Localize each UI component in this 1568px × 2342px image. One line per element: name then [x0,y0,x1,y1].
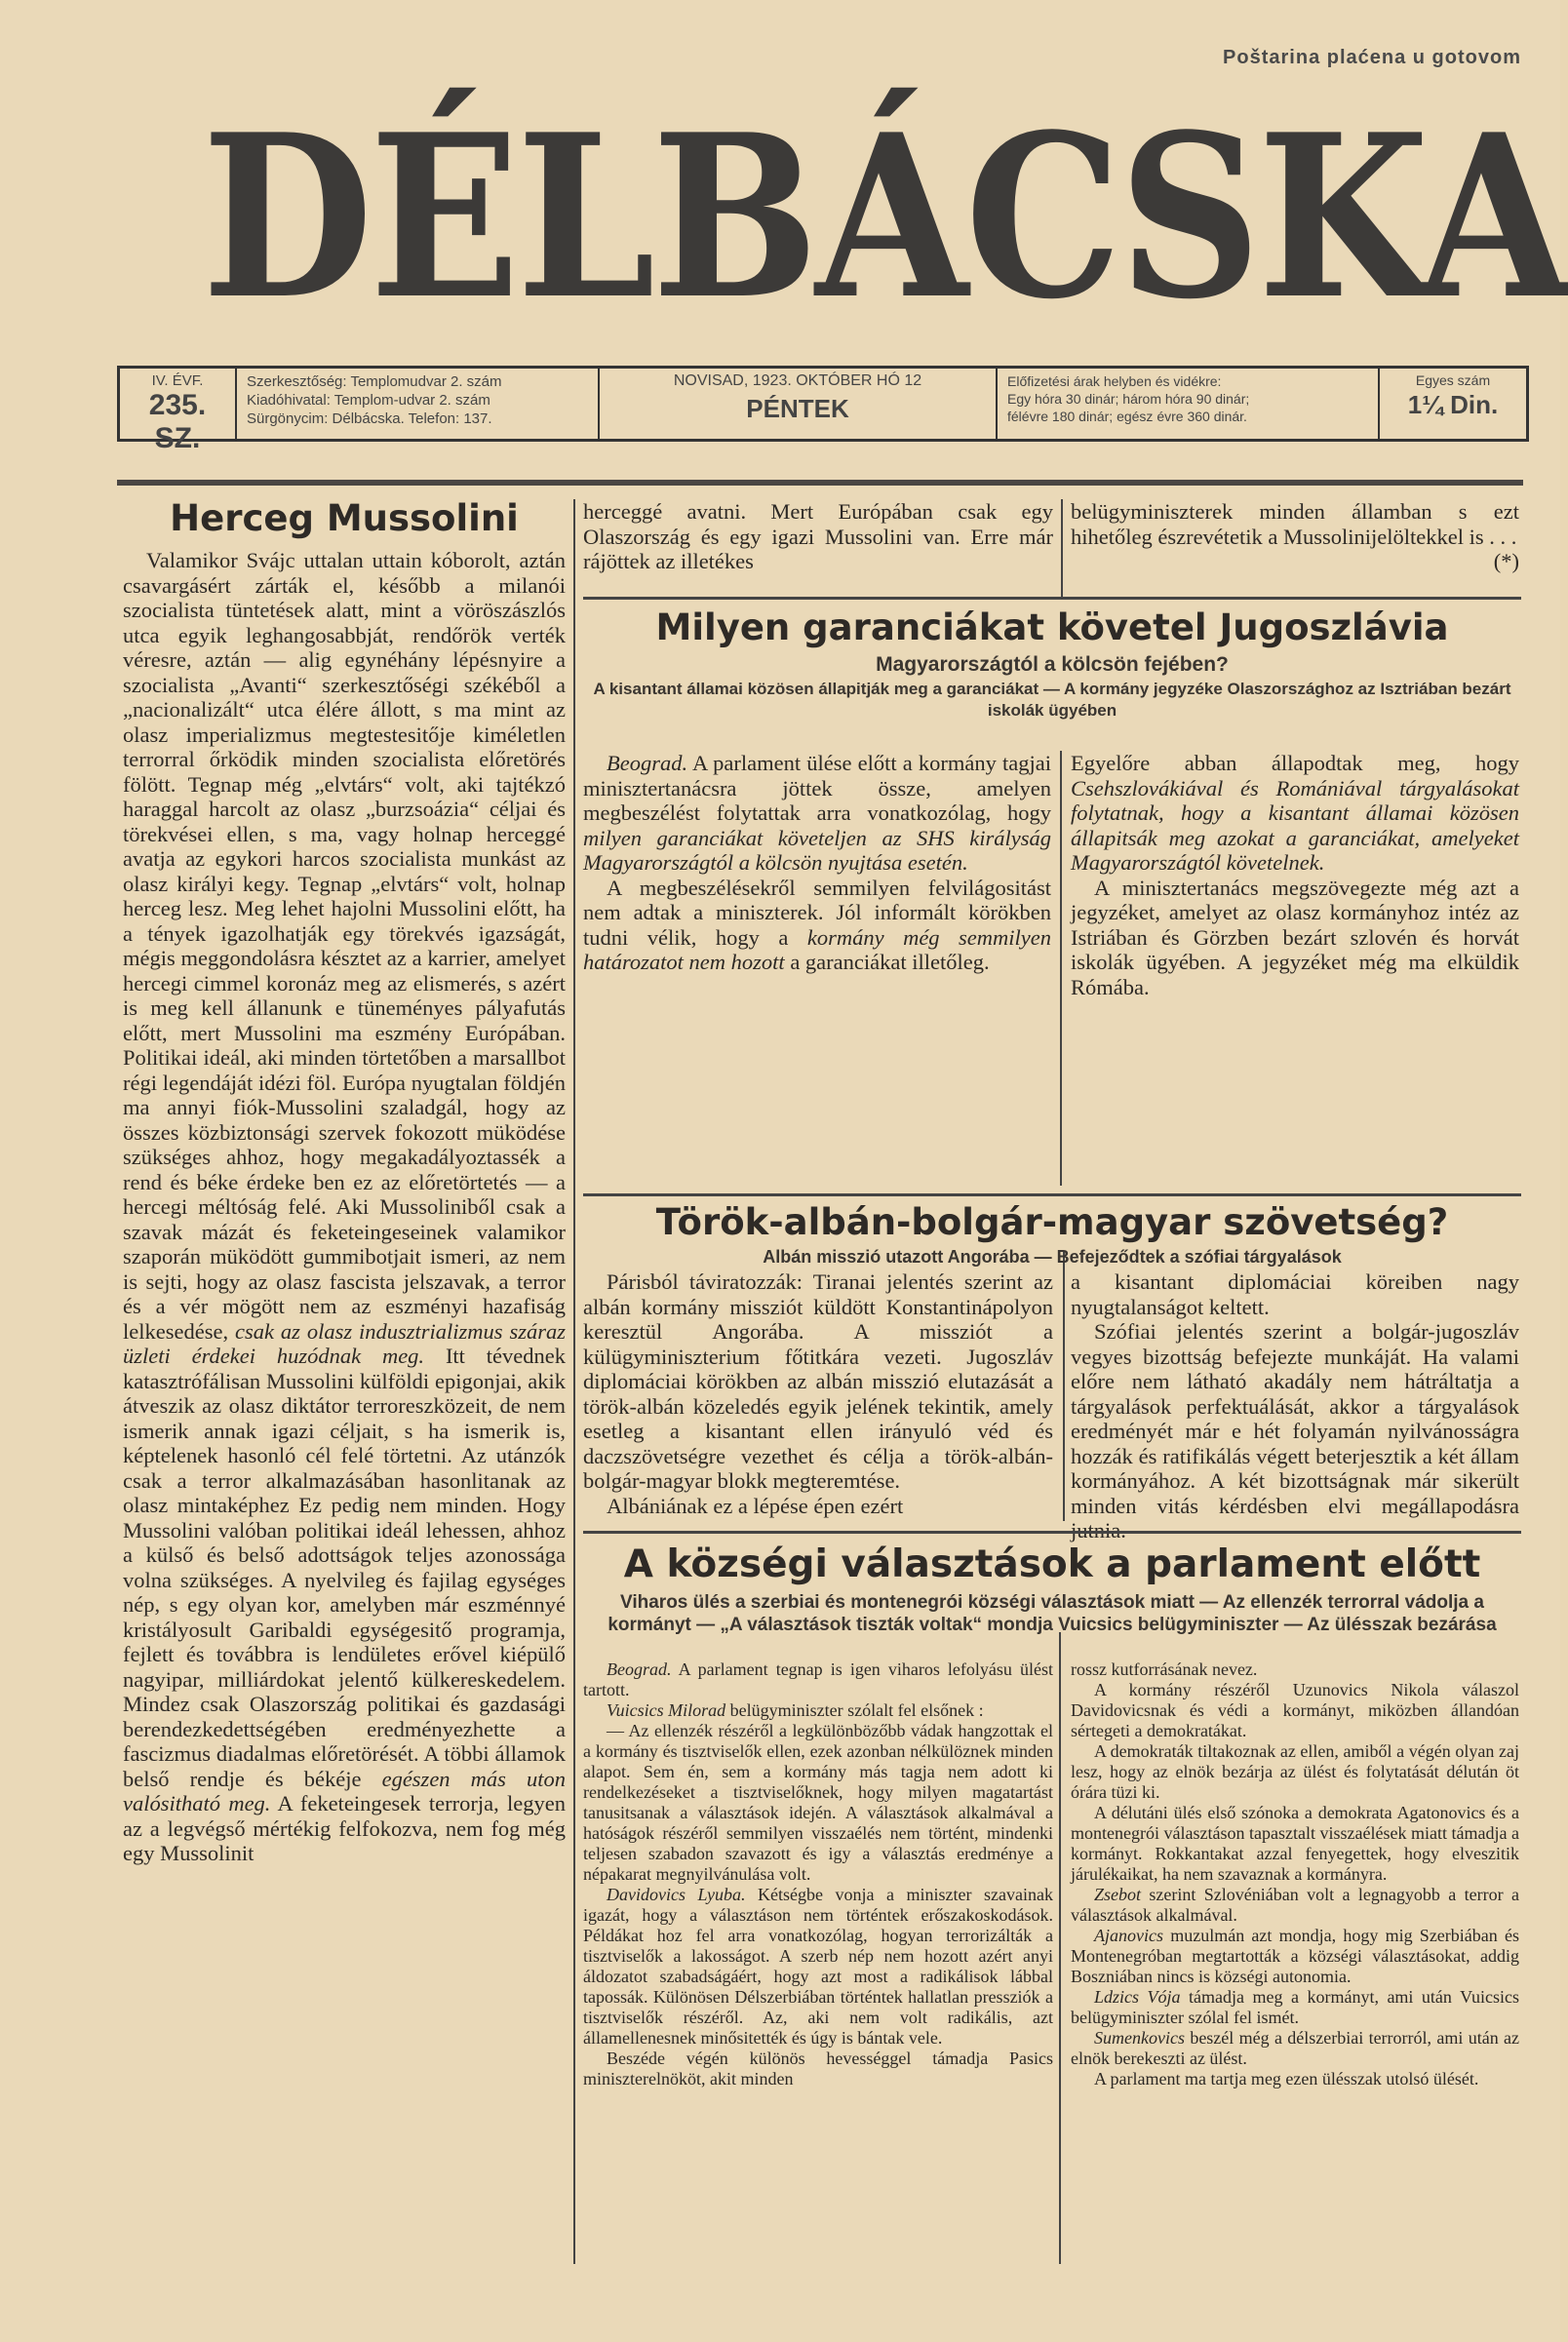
article-text: támadja meg a kormányt, ami után Vuicsics belügyminiszter szólal fel ismét. [1071,1987,1520,2027]
article-text: Albániának ez a lépése épen ezért [607,1493,904,1518]
article-text: szerint Szlovéniában volt a legnagyobb a terror a választások alkalmával. [1071,1885,1519,1925]
article-text: beszél még a délszerbiai terrorról, ami után az elnök berekeszti az ülést. [1071,2028,1520,2068]
price-box [1380,369,1526,439]
issue-weekday: PÉNTEK [746,394,849,423]
postage-note: Poštarina plaćena u gotovom [1223,47,1521,68]
subscription-box [998,369,1380,439]
masthead [117,86,1568,349]
article-text: A parlament ma tartja meg ezen ülésszak utolsó ülését. [1094,2069,1479,2088]
article-body-garancia [583,751,1051,1190]
column-divider [1059,1632,1061,2264]
subscription-line: félévre 180 dinár; egész évre 360 dinár. [1007,409,1247,424]
article-text: A parlament ülése előtt a kormány tagjai minisztertanácsra jöttek össze, amelyen megbeszélést folytattak arra vonatkozólag, hogy [583,751,1051,825]
editorial-line: Kiadóhivatal: Templom-udvar 2. szám [247,392,490,409]
speaker-name: Zsebot [1094,1885,1142,1904]
article-title-garancia: Milyen garanciákat követel Jugoszlávia [655,606,1449,648]
info-bar [117,366,1529,454]
section-rule [583,1531,1521,1534]
dateline: Beograd. [607,1659,672,1679]
single-copy-price: 1¼ Din. [1407,390,1499,419]
article-body-valasztasok-2 [1071,1659,1519,2269]
speaker-name: Ajanovics [1094,1926,1163,1945]
article-text: a garanciákat illetőleg. [790,950,990,974]
header-rule [117,480,1523,486]
article-subtitle: Magyarországtól a kölcsön fejében? [876,653,1229,676]
article-continuation [583,499,1053,592]
dateline: Beograd. [607,751,688,775]
article-text: belügyminiszterek minden államban s ezt hihetőleg észrevétetik a Mussolinijelöltekkel is . . . [1071,499,1519,549]
article-text: A feketeingesek terrorja, legyen az a legvégső mértékig felfokozva, nem fog még egy Mussolinit [123,1791,567,1865]
article-subtitle: Viharos ülés a szerbiai és montenegrói községi választások miatt — Az ellenzék terrorral vádolja a kormányt — „A választások tiszták voltak“ mondja Vuicsics belügyminiszter — Az ülésszak bezárása [608,1592,1497,1635]
article-text: A délutáni ülés első szónoka a demokrata Agatonovics és a montenegrói választáson tapasztalt visszaélések miatt támadja a kormányt. Rokkantakat azzal fenyegettek, hogy elveszitik járulékaikat, ha nem szavaznak a kormányra. [1071,1803,1519,1884]
column-divider [1061,499,1063,597]
article-body-valasztasok [583,1659,1053,2269]
article-text: — Az ellenzék részéről a legkülönbözőbb vádak hangzottak el a kormány és tisztviselők ellen, ezek azonban nélkülöznek minden alapot. Sem én, sem a kormány más tagja nem adott ki rendelkezéseket a tisztviselőknek, hogy milyen magatartást tanusitsanak a választások idején. A választások alkalmával a hatóságok részéről semmilyen visszaélés nem történt, mindenki teljesen szabadon szavazott és igy a választás eredménye a népakarat megnyilvánulása volt. [583,1721,1053,1884]
article-text: herceggé avatni. Mert Európában csak egy Olaszország és egy igazi Mussolini van. Erre már rájöttek az illetékes [583,499,1053,573]
subscription-line: Előfizetési árak helyben és vidékre: [1007,373,1222,389]
date-box [600,369,998,439]
article-italic: kormány még semmilyen határozatot nem hozott [583,924,1052,974]
editorial-line: Sürgönycim: Délbácska. Telefon: 137. [247,410,492,427]
speaker-name: Vuicsics Milorad [607,1700,726,1720]
subscription-line: Egy hóra 30 dinár; három hóra 90 dinár; [1007,391,1250,407]
article-text: Párisból táviratozzák: Tiranai jelentés szerint az albán kormány missziót küldött Konstantinápolyon keresztül Angorába. A missziót a külügyminiszterium főtitkára vezeti. Jugoszláv diplomáciai körökben az albán misszió elutazását a török-albán közeledés egyik jelének tekintik, amely esetleg a kisantant ellen irányuló véd és daczszövetségre vezethet és célja a török-albán-bolgár-magyar blokk megteremtése. [583,1269,1053,1493]
speaker-name: Sumenkovics [1094,2028,1185,2048]
article-text: A parlament tegnap is igen viharos lefolyásu ülést tartott. [583,1659,1053,1699]
article-text: belügyminiszter szólalt fel elsőnek : [729,1700,984,1720]
editorial-line: Szerkesztőség: Templomudvar 2. szám [247,373,502,390]
speaker-name: Davidovics Lyuba. [607,1885,746,1904]
article-italic: milyen garanciákat követeljen az SHS királyság Magyarországtól a kölcsön nyujtása esetén. [583,825,1051,875]
section-rule [583,1193,1521,1196]
article-italic: Csehszlovákiával és Romániával tárgyalásokat folytatnak, hogy a kisantant államai közösen állapitsák meg azokat a garanciákat, amelyeket Magyarországtól követelnek. [1071,775,1519,875]
article-text: A demokraták tiltakoznak az ellen, amiből a végén olyan zaj lesz, hogy az elnök bezárja az ülést és folytatását délután öt órára tüzi ki. [1071,1741,1519,1802]
article-text: Beszéde végén különös hevességgel támadja Pasics miniszterelnököt, akit minden [583,2049,1053,2088]
article-title-mussolini: Herceg Mussolini [170,497,519,539]
column-divider [1063,1252,1065,1521]
article-text: A kormány részéről Uzunovics Nikola válaszol Davidovicsnak és védi a kormányt, miközben állandóan sértegeti a demokratákat. [1071,1680,1519,1740]
article-text: muzulmán azt mondja, hogy mig Szerbiában és Montenegróban megtartották a községi választásokat, addig Boszniában nincs is községi autonomia. [1071,1926,1519,1986]
issue-box [120,369,237,454]
masthead-title: DÉLBÁCSKA [202,86,1568,349]
article-text: rossz kutforrásának nevez. [1071,1659,1258,1679]
article-text: A minisztertanács megszövegezte még azt a jegyzéket, amelyet az olasz kormányhoz intéz az Istriában és Görzben bezárt szlovén és horvát iskolák ügyében. A jegyzéket még ma elküldik Rómába. [1071,875,1519,999]
article-body-mussolini [123,548,566,2274]
article-body-szovetseg [583,1269,1053,1525]
article-continuation [1071,499,1519,592]
editorial-box [237,369,600,439]
article-body-garancia-2 [1071,751,1519,1190]
single-copy-label: Egyes szám [1415,372,1491,388]
speaker-name: Ldzics Vója [1094,1987,1181,2007]
article-body-szovetseg-2 [1071,1269,1519,1525]
article-text: Valamikor Svájc uttalan uttain kóborolt, aztán csavargásért zárták el, később a milanói szocialista tüntetések alatt, mint a vöröszászlós utca egyik leghangosabbját, rendőrök verték véresre, aztán — alig egynéhány lépésnyire a szocialista „Avanti“ szerkesztőségi székéből a „nacionalizált“ utca élére állott, s ma mint az olasz imperializmus megtestesitője kiméletlen terrorral őrködik minden szocialista előretörés fölött. Tegnap még „elvtárs“ volt, aki tajtékzó haraggal harcolt az olasz „burzsoázia“ céljai és törekvései ellen, s ma, vagy holnap herceggé avatja az egykori harcos szocialista munkást az olasz királyi kegy. Tegnap „elvtárs“ volt, holnap herceg lesz. Meg lehet hajolni Mussolini előtt, ha a tények igazolhatják egy törekvés igazságát, mégis meggondolásra késztet az a karrier, amelyet hercegi cimmel koronáz meg az elismerés, s azért is meg kell állanunk e tüneményes pályafutás előtt, mert Mussolini ma eszmény Európában. Politikai ideál, aki minden törtetőben a marsallbot régi legendáját idézi föl. Európa nyugtalan földjén ma annyi fiók-Mussolini szaladgál, hogy az összes közbiztonsági szervek fokozott müködése szükséges ahhoz, hogy megakadályoztassék a rend és béke érdeke ben ez az előretörtetés — a hercegi méltóság felé. Aki Mussoliniből csak a szavak mázát és feketeingeseinek valamikor szaporán müködött gummibotjait ismeri, az nem is sejti, hogy az olasz fascista jelszavak, a terror és a vér mögött nem az eszményi hazafiság lelkesedése, [123,548,566,1344]
article-subtitle: Albán misszió utazott Angorába — Befejeződtek a szófiai tárgyalások [763,1247,1342,1267]
column-divider [573,499,575,2264]
volume-year: IV. ÉVF. [151,372,204,389]
article-italic: csak az olasz indusztrializmus száraz üzleti érdekei huzódnak meg. [123,1318,566,1368]
article-text: A megbeszélésekről semmilyen felvilágositást nem adtak a miniszterek. Jól informált körökben tudni vélik, hogy a [583,875,1051,950]
article-title-szovetseg: Török-albán-bolgár-magyar szövetség? [655,1201,1449,1243]
article-italic: egészen más uton valósitható meg. [123,1766,567,1815]
issue-number: 235. SZ. [148,389,207,454]
author-mark: (*) [1493,549,1519,573]
column-divider [1060,751,1062,1186]
article-text: a kisantant diplomáciai köreiben nagy nyugtalanságot keltett. [1071,1269,1519,1319]
section-rule [583,597,1521,600]
issue-date: NOVISAD, 1923. OKTÓBER HÓ 12 [673,372,922,389]
article-text: Kétségbe vonja a miniszter szavainak igazát, hogy a választáson nem történtek erőszakoskodások. Példákat hoz fel arra vonatkozólag, hogyan terrorizálták a tisztviselők a lakosságot. A szerb nép nem hozott azért anyi áldozatot szabadságáért, hogy azt most a radikálisok lábbal tapossák. Különösen Délszerbiában történtek hallatlan pressziók a tisztviselők részéről. Az, aki nem volt radikális, azt államellenesnek minősitették és úgy is bántak vele. [583,1885,1054,2048]
article-text: Egyelőre abban állapodtak meg, hogy [1071,751,1519,775]
article-title-valasztasok: A községi választások a parlament előtt [623,1542,1481,1586]
article-subtitle: A kisantant államai közösen állapitják meg a garanciákat — A kormány jegyzéke Olaszországhoz az Isztriában bezárt iskolák ügyében [593,680,1511,720]
article-text: Szófiai jelentés szerint a bolgár-jugoszláv vegyes bizottság befejezte munkáját. Ha valami előre nem látható akadály nem hátráltatja a tárgyalások perfektuálását, akkor a tárgyalások eredményét már e hét folyamán nyilvánosságra hozzák és ratifikálás végett beterjesztik a két állam kormányához. A két bizottságnak már sikerült minden vitás kérdésben elvi megállapodásra [1071,1319,1519,1518]
article-text: Itt tévednek katasztrófálisan Mussolini külföldi epigonjai, akik átveszik az olasz diktátor terroreszközeit, de nem ismerik annak igazi céljait, s ha ismerik is, képtelenek hasonló cél felé törtetni. Az utánzók csak a terror alkalmazásában hasonlitanak az olasz mintaképhez Ez pedig nem minden. Hogy Mussolini valóban politikai ideál lehessen, ahhoz a külső és belső adottságok teljes azonossága volna szükséges. A nyelvileg és fajilag egységes nép, s egy olyan kor, amelyben már eszménnyé kristályosult Garibaldi egységesitő programja, fejlett és továbbra is lendületes erővel kiépülő nagyipar, milliárdokat jelentő külkereskedelem. Mindez csak Olaszország politikai és gazdasági berendezkedettségében eredményezhette a fascizmus diadalmas előretörését. A többi államok belső rendje és békéje [123,1344,567,1791]
